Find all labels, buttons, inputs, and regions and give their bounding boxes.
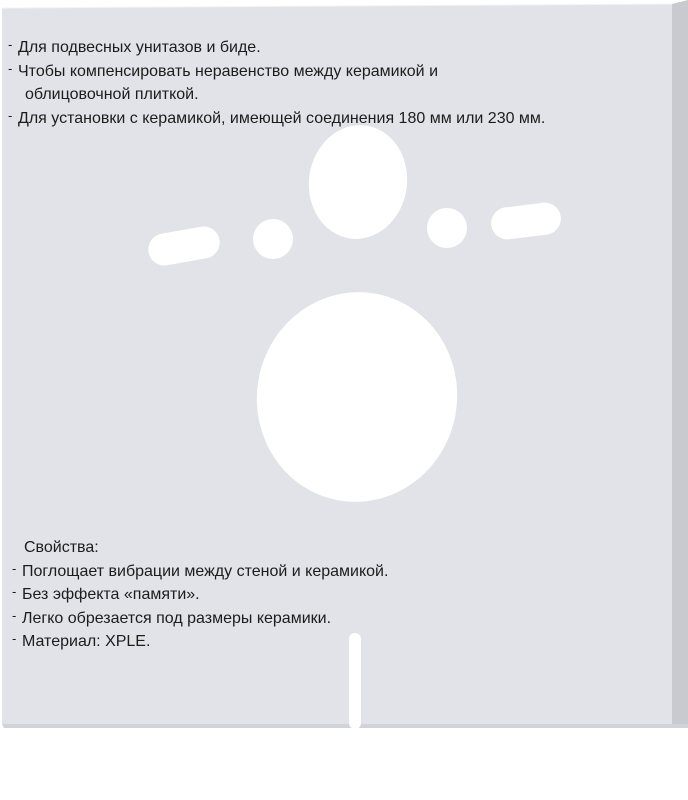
intro-text: Для установки с керамикой, имеющей соединения 180 мм или 230 мм. (18, 109, 546, 127)
property-line-1 (12, 560, 388, 584)
property-text: Без эффекта «памяти». (22, 586, 200, 603)
intro-line-4 (8, 107, 545, 131)
right-round-hole (427, 208, 467, 248)
bullet-dash: - (8, 60, 13, 76)
bullet-dash: - (12, 584, 17, 599)
intro-text-block (8, 36, 545, 130)
intro-line-3 (8, 83, 545, 107)
properties-text-block (12, 536, 388, 654)
left-round-hole (253, 219, 293, 259)
bullet-dash: - (12, 607, 17, 623)
bullet-dash: - (8, 107, 13, 123)
intro-text: Чтобы компенсировать неравенство между керамикой и (18, 62, 438, 80)
property-line-4 (12, 630, 388, 654)
property-text: Материал: XPLE. (22, 633, 151, 650)
property-text: Поглощает вибрации между стеной и керамикой. (22, 562, 389, 580)
mat-bottom-edge (2, 724, 688, 728)
intro-line-2 (8, 60, 545, 84)
property-line-2 (12, 583, 388, 607)
bullet-dash: - (12, 631, 17, 646)
intro-text: Для подвесных унитазов и биде. (18, 39, 261, 56)
mat-side-edge (672, 0, 688, 724)
intro-line-1 (8, 36, 545, 60)
property-text: Легко обрезается под размеры керамики. (22, 609, 332, 627)
property-line-3 (12, 607, 388, 631)
bullet-dash: - (8, 37, 13, 52)
intro-text: облицовочной плиткой. (25, 86, 199, 103)
bullet-dash: - (12, 560, 17, 576)
properties-heading: Свойства: (24, 539, 99, 556)
